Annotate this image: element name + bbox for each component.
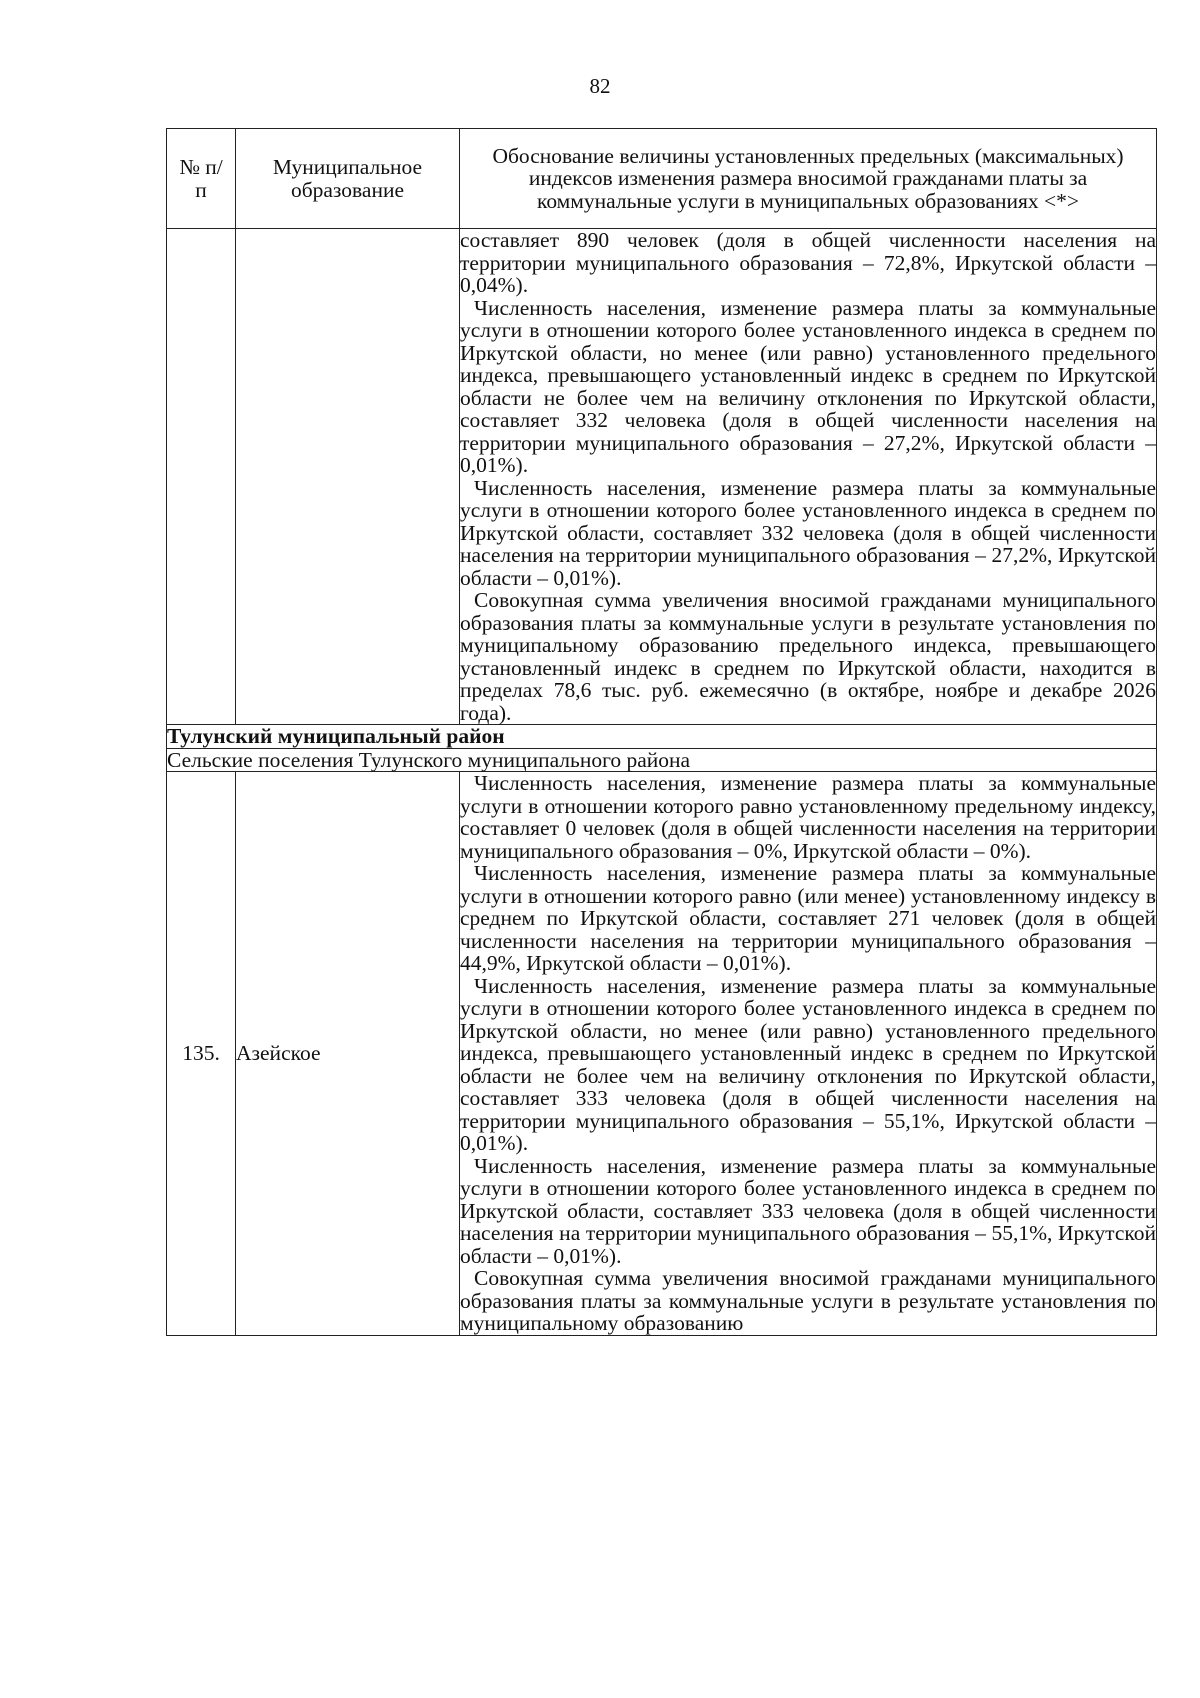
page-number: 82 (589, 74, 611, 98)
region-title: Тулунский муниципальный район (167, 725, 1157, 749)
paragraph: Численность населения, изменение размера платы за коммунальные услуги в отношении которого более установленного индекса в среднем по Иркутской области, составляет 333 человека (доля в общей численности населения на территории муниципального образования – 55,1%, Иркутской области – 0,01%). (460, 1153, 1156, 1268)
continued-justification-cell (460, 229, 1157, 725)
index-justification-table (166, 128, 1157, 1336)
paragraph: Численность населения, изменение размера платы за коммунальные услуги в отношении которого равно установленному предельному индексу, составляет 0 человек (доля в общей численности населения на территории муниципального образования – 0%, Иркутской области – 0%). (460, 771, 1156, 863)
continued-name-cell (236, 229, 460, 725)
continued-num-cell (167, 229, 236, 725)
paragraph: Совокупная сумма увеличения вносимой гражданами муниципального образования платы за коммунальные услуги в результате установления по муниципальному образованию предельного индекса, превышающего установленный индекс в среднем по Иркутской области, находится в пределах 78,6 тыс. руб. ежемесячно (в октябре, ноябре и декабре 2026 года). (460, 588, 1156, 725)
paragraph: Численность населения, изменение размера платы за коммунальные услуги в отношении которого равно (или менее) установленному индексу в среднем по Иркутской области, составляет 271 человек (доля в общей численности населения на территории муниципального образования – 44,9%, Иркутской области – 0,01%). (460, 861, 1156, 975)
paragraph: Численность населения, изменение размера платы за коммунальные услуги в отношении которого более установленного индекса в среднем по Иркутской области, но менее (или равно) установленного предельного индекса, превышающего установленный индекс в среднем по Иркутской области не более чем на величину отклонения по Иркутской области, составляет 332 человека (доля в общей численности населения на территории муниципального образования – 27,2%, Иркутской области – 0,01%). (460, 295, 1156, 477)
municipality-name: Азейское (236, 772, 460, 1336)
header-municipality: Муниципальное образование (236, 129, 460, 229)
paragraph: Численность населения, изменение размера платы за коммунальные услуги в отношении которого более установленного индекса в среднем по Иркутской области, но менее (или равно) установленного предельного индекса, превышающего установленный индекс в среднем по Иркутской области не более чем на величину отклонения по Иркутской области, составляет 333 человека (доля в общей численности населения на территории муниципального образования – 55,1%, Иркутской области – 0,01%). (460, 973, 1156, 1155)
region-row (167, 725, 1157, 749)
subregion-title: Сельские поселения Тулунского муниципального района (167, 748, 1157, 772)
header-num: № п/п (167, 129, 236, 229)
paragraph: Совокупная сумма увеличения вносимой гражданами муниципального образования платы за коммунальные услуги в результате установления по муниципальному образованию (460, 1266, 1156, 1335)
row-number: 135. (167, 772, 236, 1336)
continued-row (167, 229, 1157, 725)
table-header-row (167, 129, 1157, 229)
paragraph: составляет 890 человек (доля в общей численности населения на территории муниципального образования – 72,8%, Иркутской области – 0,04%). (460, 228, 1156, 297)
justification-cell (460, 772, 1157, 1336)
table-row (167, 772, 1157, 1336)
header-justification: Обоснование величины установленных предельных (максимальных) индексов изменения размера вносимой гражданами платы за коммунальные услуги в муниципальных образованиях <*> (460, 129, 1157, 229)
subregion-row (167, 748, 1157, 772)
paragraph: Численность населения, изменение размера платы за коммунальные услуги в отношении которого более установленного индекса в среднем по Иркутской области, составляет 332 человека (доля в общей численности населения на территории муниципального образования – 27,2%, Иркутской области – 0,01%). (460, 475, 1156, 590)
